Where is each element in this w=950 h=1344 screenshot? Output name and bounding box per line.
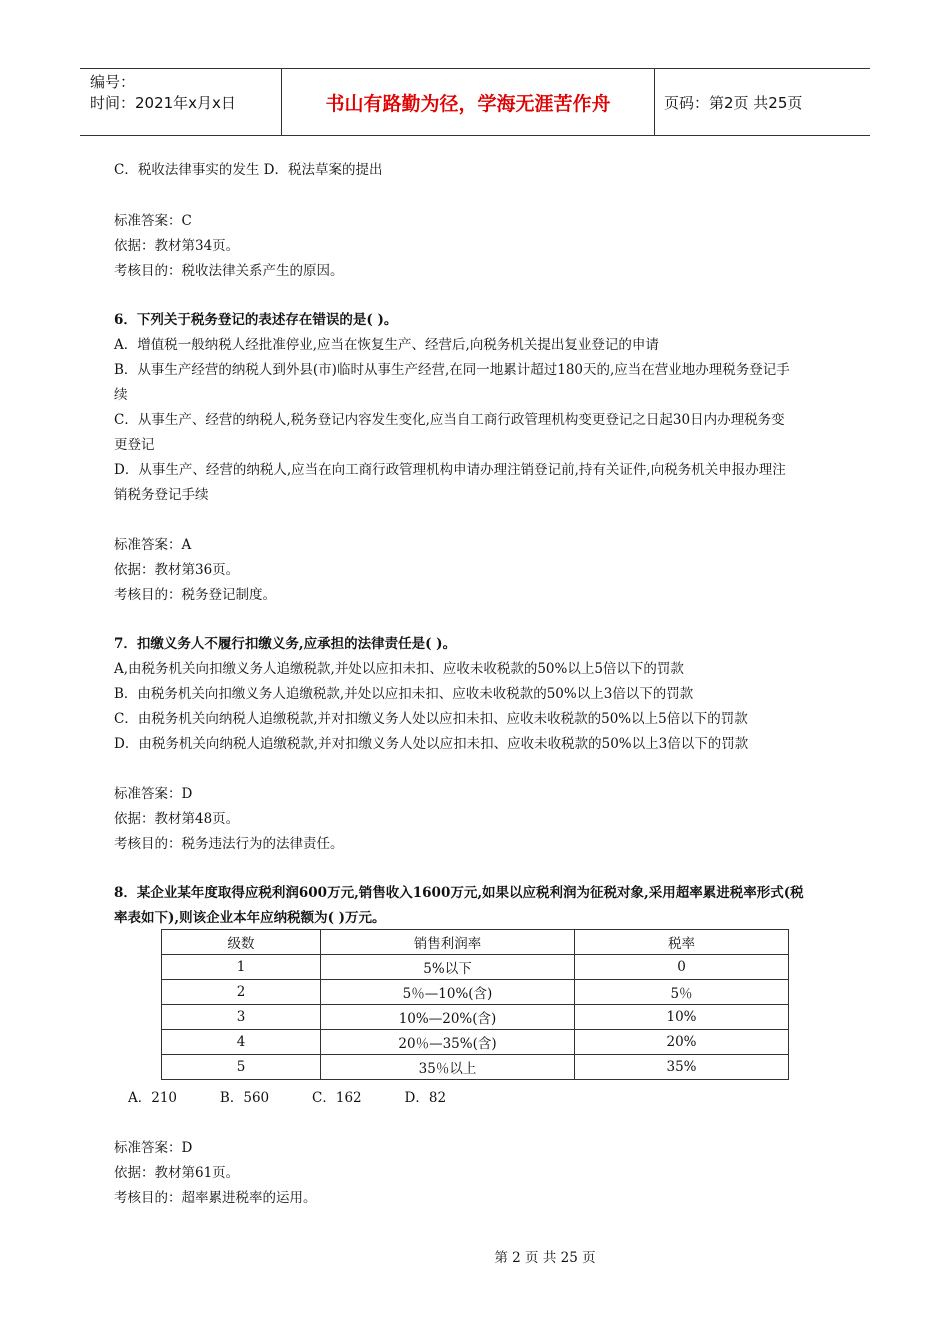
q6-option-c-cont: 更登记 <box>114 437 155 453</box>
q7-option-d: D．由税务机关向纳税人追缴税款,并对扣缴义务人处以应扣未扣、应收未收税款的50%以上3倍以下的罚款 <box>114 736 749 752</box>
header-time: 时间：2021年x月x日 <box>90 94 236 112</box>
table-row <box>162 955 789 980</box>
table-row <box>162 980 789 1005</box>
header-meta <box>80 69 282 135</box>
table-cell: 35% <box>575 1055 789 1080</box>
table-cell: 20% <box>575 1030 789 1055</box>
table-cell: 2 <box>162 980 321 1005</box>
table-cell: 35％以上 <box>321 1055 575 1080</box>
table-cell: 10% <box>575 1005 789 1030</box>
q6-option-b-cont: 续 <box>114 387 128 403</box>
q5-objective: 考核目的：税收法律关系产生的原因。 <box>114 263 344 279</box>
q6-option-c: C．从事生产、经营的纳税人,税务登记内容发生变化,应当自工商行政管理机构变更登记之日起30日内办理税务变 <box>114 412 785 428</box>
table-cell: 5％ <box>575 980 789 1005</box>
table-cell: 5 <box>162 1055 321 1080</box>
q5-options-cd: C．税收法律事实的发生 D．税法草案的提出 <box>114 162 383 178</box>
table-cell: 5％—10%(含) <box>321 980 575 1005</box>
q7-option-c: C．由税务机关向纳税人追缴税款,并对扣缴义务人处以应扣未扣、应收未收税款的50%以上5倍以下的罚款 <box>114 711 748 727</box>
table-header-cell: 税率 <box>575 930 789 955</box>
header-page-info: 页码：第2页 共25页 <box>664 93 803 112</box>
q5-basis: 依据：教材第34页。 <box>114 238 240 254</box>
tax-rate-table <box>161 929 789 1080</box>
q7-question: 7．扣缴义务人不履行扣缴义务,应承担的法律责任是( )。 <box>114 636 457 652</box>
q6-option-d-cont: 销税务登记手续 <box>114 487 209 503</box>
q5-answer: 标准答案：C <box>114 213 192 229</box>
q6-basis: 依据：教材第36页。 <box>114 562 240 578</box>
table-header-row <box>162 930 789 955</box>
q6-option-a: A．增值税一般纳税人经批准停业,应当在恢复生产、经营后,向税务机关提出复业登记的申请 <box>114 337 659 353</box>
q6-option-d: D．从事生产、经营的纳税人,应当在向工商行政管理机构申请办理注销登记前,持有关证件,向税务机关申报办理注 <box>114 462 786 478</box>
table-cell: 0 <box>575 955 789 980</box>
q6-answer: 标准答案：A <box>114 537 192 553</box>
header-motto: 书山有路勤为径，学海无涯苦作舟 <box>282 69 655 135</box>
q8-question-cont: 率表如下),则该企业本年应纳税额为( )万元。 <box>114 910 386 926</box>
q7-basis: 依据：教材第48页。 <box>114 811 240 827</box>
q7-objective: 考核目的：税务违法行为的法律责任。 <box>114 836 344 852</box>
table-cell: 5%以下 <box>321 955 575 980</box>
q6-question: 6．下列关于税务登记的表述存在错误的是( )。 <box>114 312 398 328</box>
table-cell: 4 <box>162 1030 321 1055</box>
header-code: 编号： <box>90 73 136 91</box>
q8-basis: 依据：教材第61页。 <box>114 1165 240 1181</box>
page-footer: 第 2 页 共 25 页 <box>494 1250 596 1266</box>
q8-question: 8．某企业某年度取得应税利润600万元,销售收入1600万元,如果以应税利润为征税对象,采用超率累进税率形式(税 <box>114 885 804 901</box>
table-cell: 20％—35%(含) <box>321 1030 575 1055</box>
table-header-cell: 销售利润率 <box>321 930 575 955</box>
q8-answer: 标准答案：D <box>114 1140 193 1156</box>
q7-answer: 标准答案：D <box>114 786 193 802</box>
table-row <box>162 1030 789 1055</box>
table-cell: 1 <box>162 955 321 980</box>
table-cell: 10%—20%(含) <box>321 1005 575 1030</box>
page-header <box>80 68 870 136</box>
q6-objective: 考核目的：税务登记制度。 <box>114 587 276 603</box>
table-row <box>162 1005 789 1030</box>
table-cell: 3 <box>162 1005 321 1030</box>
q8-options: A．210 B．560 C．162 D．82 <box>128 1090 447 1106</box>
table-header-cell: 级数 <box>162 930 321 955</box>
q7-option-a: A,由税务机关向扣缴义务人追缴税款,并处以应扣未扣、应收未收税款的50%以上5倍以下的罚款 <box>114 661 684 677</box>
q6-option-b: B．从事生产经营的纳税人到外县(市)临时从事生产经营,在同一地累计超过180天的,应当在营业地办理税务登记手 <box>114 362 790 378</box>
q7-option-b: B．由税务机关向扣缴义务人追缴税款,并处以应扣未扣、应收未收税款的50%以上3倍以下的罚款 <box>114 686 694 702</box>
table-row <box>162 1055 789 1080</box>
q8-objective: 考核目的：超率累进税率的运用。 <box>114 1190 317 1206</box>
